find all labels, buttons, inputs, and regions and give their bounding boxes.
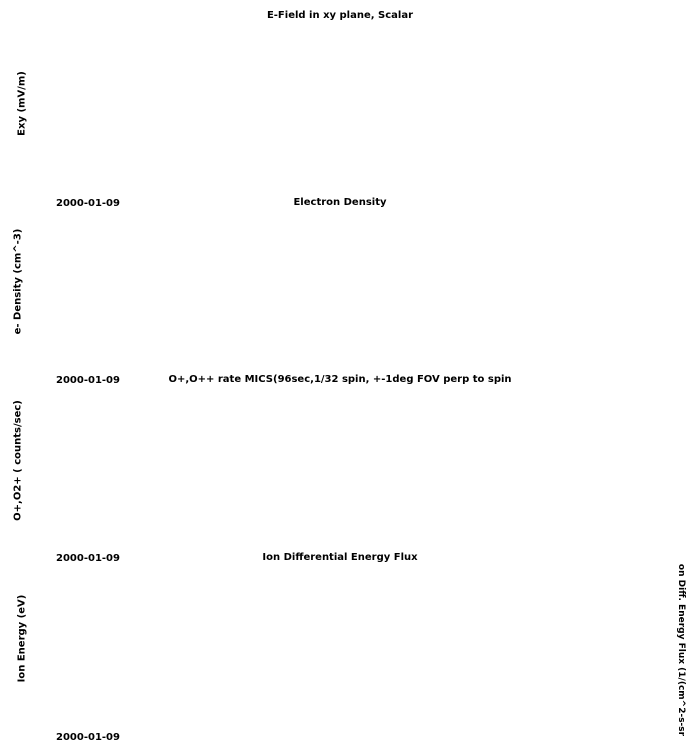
panel1-title: E-Field in xy plane, Scalar — [266, 10, 414, 21]
panel2-y-axis-label: e- Density (cm^-3) — [12, 228, 24, 335]
panel1-date-label: 2000-01-09 — [56, 198, 120, 209]
panel3-date-label: 2000-01-09 — [56, 553, 120, 564]
panel3-y-axis-label: O+,O2+ ( counts/sec) — [12, 400, 24, 521]
panel4-date-label: 2000-01-09 — [56, 732, 120, 743]
panel3-title: O+,O++ rate MICS(96sec,1/32 spin, +-1deg FOV perp to spin — [168, 374, 512, 385]
panel2-title: Electron Density — [293, 197, 387, 208]
panel4-y-axis-label: Ion Energy (eV) — [16, 594, 28, 683]
colorbar-label: on Diff. Energy Flux (1/(cm^2-s-sr — [676, 563, 686, 737]
panel4-title: Ion Differential Energy Flux — [262, 552, 418, 563]
panel2-date-label: 2000-01-09 — [56, 375, 120, 386]
panel1-y-axis-label: Exy (mV/m) — [16, 71, 28, 136]
